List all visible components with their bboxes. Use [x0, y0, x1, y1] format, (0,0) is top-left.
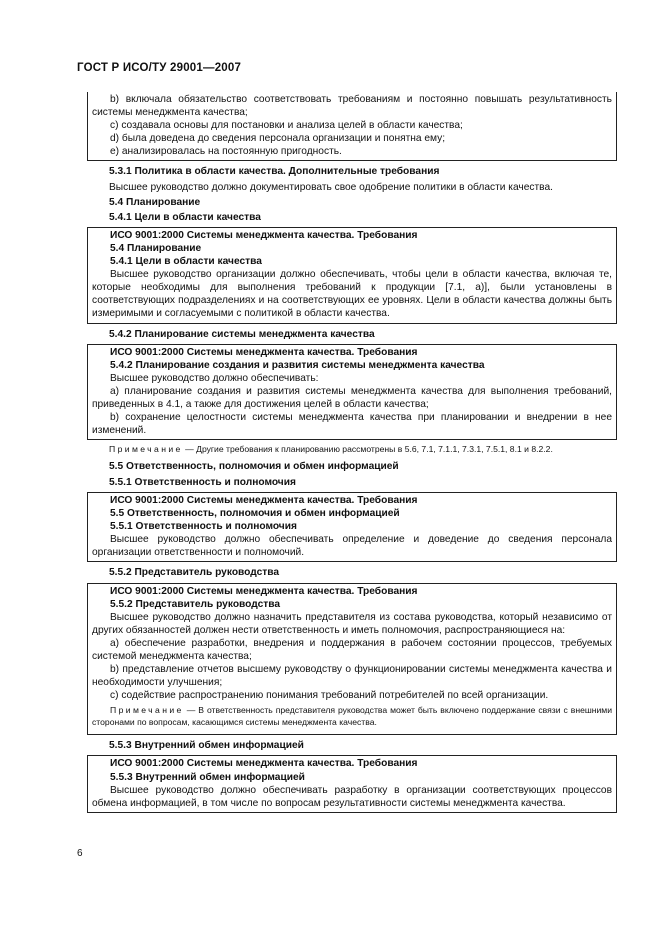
document-body	[87, 92, 617, 817]
quote-box-5-5-1	[87, 492, 617, 562]
section-heading: 5.4.1 Цели в области качества	[109, 211, 261, 223]
standard-title: ИСО 9001:2000 Системы менеджмента качества. Требования	[110, 758, 418, 770]
quote-box-5-5-2	[87, 583, 617, 736]
quote-box-5-4-2	[87, 344, 617, 441]
note-text: — В ответственность представителя руководства может быть включено поддержание связи с внешними сторонами по вопросам, касающимся системы менеджмента качества.	[92, 705, 612, 727]
paragraph: Высшее руководство организации должно обеспечивать, чтобы цели в области качества, включая те, которые необходимы для выполнения требований к продукции [7.1, а)], были установлены в соответствующих подразделениях и на соответствующих ее уровнях. Цели в области качества должны быть измеримыми и согласуемыми с политикой в области качества.	[92, 269, 612, 320]
paragraph: Высшее руководство должно документировать свое одобрение политики в области качества.	[109, 181, 553, 193]
list-item: c) создавала основы для постановки и анализа целей в области качества;	[110, 120, 463, 132]
quote-heading: 5.4.2 Планирование создания и развития системы менеджмента качества	[110, 359, 485, 371]
paragraph: Высшее руководство должно обеспечивать определение и доведение до сведения персонала организации ответственности и полномочий.	[92, 534, 612, 559]
page-number: 6	[77, 848, 83, 859]
paragraph: Высшее руководство должно назначить представителя из состава руководства, который независимо от других обязанностей должен нести ответственность и иметь полномочия, распространяющиеся на:	[92, 611, 612, 636]
quote-box-5-4-1	[87, 227, 617, 324]
paragraph: Высшее руководство должно обеспечивать разработку в организации соответствующих процессов обмена информацией, в том числе по вопросам результативности системы менеджмента качества.	[92, 784, 612, 809]
section-heading: 5.4.2 Планирование системы менеджмента качества	[109, 328, 375, 340]
note	[91, 444, 613, 456]
list-item: e) анализировалась на постоянную пригодность.	[110, 146, 342, 158]
standard-title: ИСО 9001:2000 Системы менеджмента качества. Требования	[110, 494, 418, 506]
quote-heading: 5.5 Ответственность, полномочия и обмен информацией	[110, 508, 400, 520]
quote-box-5-5-3	[87, 755, 617, 812]
list-item: d) была доведена до сведения персонала организации и понятна ему;	[110, 133, 446, 145]
section-heading: 5.5.3 Внутренний обмен информацией	[109, 740, 304, 752]
section-heading: 5.5.1 Ответственность и полномочия	[109, 476, 296, 488]
standard-title: ИСО 9001:2000 Системы менеджмента качества. Требования	[110, 229, 418, 241]
quote-heading: 5.4 Планирование	[110, 242, 202, 254]
section-heading: 5.3.1 Политика в области качества. Дополнительные требования	[109, 166, 440, 178]
list-item: а) обеспечение разработки, внедрения и поддержания в рабочем состоянии процессов, требуемых системой менеджмента качества;	[92, 637, 612, 662]
standard-title: ИСО 9001:2000 Системы менеджмента качества. Требования	[110, 585, 418, 597]
section-5-5-2-heading	[87, 566, 617, 579]
standard-title: ИСО 9001:2000 Системы менеджмента качества. Требования	[110, 346, 418, 358]
section-5-4-2-heading	[87, 328, 617, 341]
paragraph: Высшее руководство должно обеспечивать:	[110, 372, 319, 384]
section-heading: 5.5.2 Представитель руководства	[109, 567, 280, 579]
quote-heading: 5.4.1 Цели в области качества	[110, 256, 262, 268]
section-heading: 5.4 Планирование	[109, 196, 201, 208]
continued-quote-box	[87, 92, 617, 161]
section-heading: 5.5 Ответственность, полномочия и обмен информацией	[109, 460, 399, 472]
quote-heading: 5.5.2 Представитель руководства	[110, 598, 281, 610]
note-text: — Другие требования к планированию рассмотрены в 5.6, 7.1, 7.1.1, 7.3.1, 7.5.1, 8.1 и 8.2.2.	[182, 444, 553, 455]
section-5-3-1	[87, 165, 617, 223]
note-label: Примечание	[110, 705, 184, 716]
note	[92, 705, 612, 728]
note-label: Примечание	[109, 444, 183, 455]
page-header: ГОСТ Р ИСО/ТУ 29001—2007	[77, 62, 242, 74]
section-5-5-3-heading	[87, 739, 617, 752]
list-item: b) включала обязательство соответствовать требованиям и постоянно повышать результативность системы менеджмента качества;	[92, 94, 612, 119]
section-5-5	[87, 444, 617, 489]
list-item: а) планирование создания и развития системы менеджмента качества для выполнения требований, приведенных в 4.1, а также для достижения целей в области качества;	[92, 385, 612, 410]
list-item: b) сохранение целостности системы менеджмента качества при планировании и внедрении в нее изменений.	[92, 412, 612, 437]
list-item: b) представление отчетов высшему руководству о функционировании системы менеджмента качества и необходимости улучшения;	[92, 664, 612, 689]
list-item: c) содействие распространению понимания требований потребителей по всей организации.	[110, 690, 549, 702]
quote-heading: 5.5.1 Ответственность и полномочия	[110, 521, 297, 533]
quote-heading: 5.5.3 Внутренний обмен информацией	[110, 771, 305, 783]
